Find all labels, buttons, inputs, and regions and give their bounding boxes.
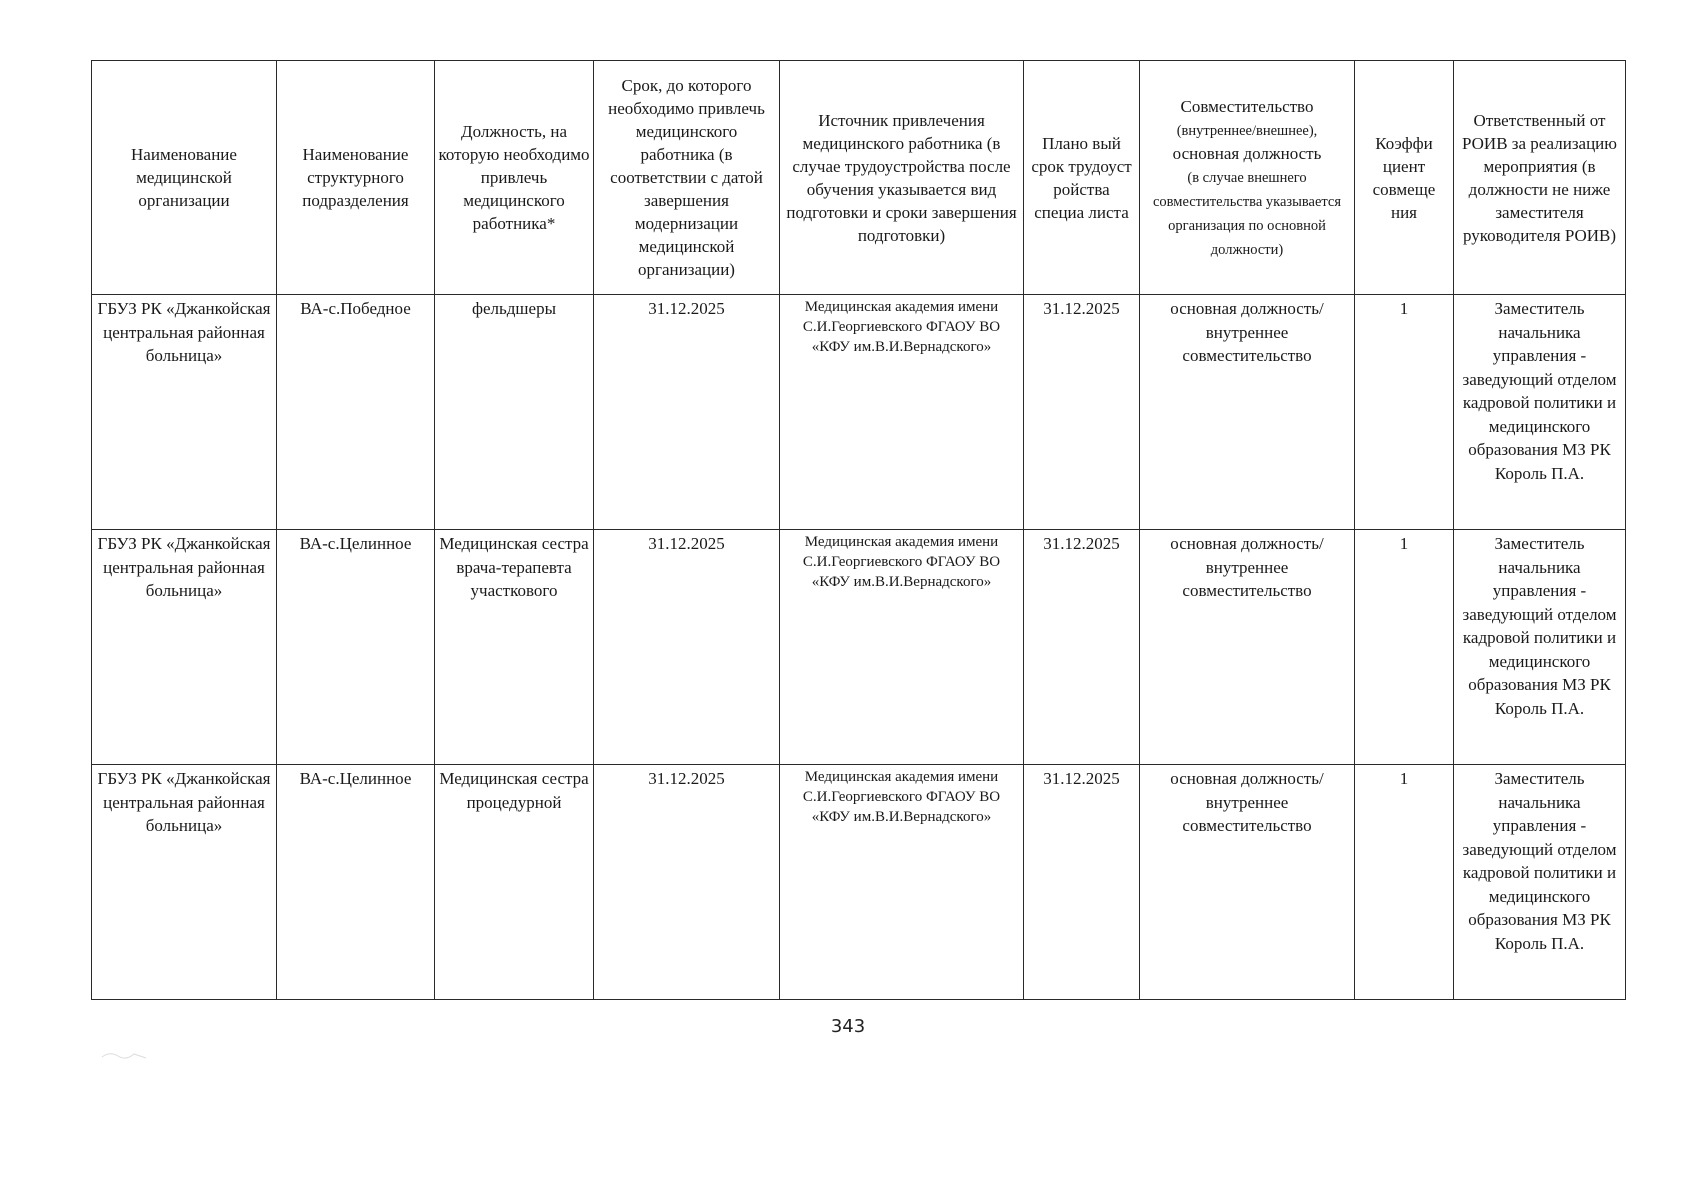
- header-responsible: Ответственный от РОИВ за реализацию мероприятия (в должности не ниже заместителя руководителя РОИВ): [1454, 61, 1626, 295]
- cell-source: Медицинская академия имени С.И.Георгиевского ФГАОУ ВО «КФУ им.В.И.Вернадского»: [780, 530, 1024, 765]
- cell-deadline: 31.12.2025: [594, 765, 780, 1000]
- cell-coefficient: 1: [1355, 530, 1454, 765]
- table-row: [92, 530, 1626, 765]
- cell-position: Медицинская сестра процедурной: [435, 765, 594, 1000]
- cell-combination: основная должность/ внутреннее совместительство: [1140, 530, 1355, 765]
- cell-coefficient: 1: [1355, 765, 1454, 1000]
- header-unit: Наименование структурного подразделения: [277, 61, 435, 295]
- cell-planned-date: 31.12.2025: [1024, 530, 1140, 765]
- header-combination-note-2: (в случае внешнего совместительства указывается организация по основной должности): [1152, 169, 1342, 258]
- cell-source: Медицинская академия имени С.И.Георгиевского ФГАОУ ВО «КФУ им.В.И.Вернадского»: [780, 295, 1024, 530]
- header-row: [92, 61, 1626, 295]
- page-number: 343: [830, 1016, 866, 1037]
- header-deadline: Срок, до которого необходимо привлечь медицинского работника (в соответствии с датой завершения модернизации медицинской организации): [594, 61, 780, 295]
- cell-organization: ГБУЗ РК «Джанкойская центральная районная больница»: [92, 530, 277, 765]
- cell-unit: ВА-с.Целинное: [277, 530, 435, 765]
- scan-smudge: [100, 1048, 148, 1062]
- header-organization: Наименование медицинской организации: [92, 61, 277, 295]
- cell-combination: основная должность/ внутреннее совместительство: [1140, 765, 1355, 1000]
- table-row: [92, 295, 1626, 530]
- cell-planned-date: 31.12.2025: [1024, 295, 1140, 530]
- cell-organization: ГБУЗ РК «Джанкойская центральная районная больница»: [92, 295, 277, 530]
- cell-unit: ВА-с.Целинное: [277, 765, 435, 1000]
- header-combination-note-1: (внутреннее/внешнее),: [1176, 122, 1318, 139]
- cell-coefficient: 1: [1355, 295, 1454, 530]
- cell-position: фельдшеры: [435, 295, 594, 530]
- cell-responsible: Заместитель начальника управления - заведующий отделом кадровой политики и медицинского образования МЗ РК Король П.А.: [1454, 765, 1626, 1000]
- cell-responsible: Заместитель начальника управления - заведующий отделом кадровой политики и медицинского образования МЗ РК Король П.А.: [1454, 295, 1626, 530]
- header-combination-title: Совместительство: [1180, 96, 1314, 116]
- cell-position: Медицинская сестра врача-терапевта участкового: [435, 530, 594, 765]
- cell-unit: ВА-с.Победное: [277, 295, 435, 530]
- header-position: Должность, на которую необходимо привлечь медицинского работника*: [435, 61, 594, 295]
- cell-responsible: Заместитель начальника управления - заведующий отделом кадровой политики и медицинского образования МЗ РК Король П.А.: [1454, 530, 1626, 765]
- header-source: Источник привлечения медицинского работника (в случае трудоустройства после обучения указывается вид подготовки и сроки завершения подготовки): [780, 61, 1024, 295]
- staffing-table: [91, 60, 1626, 1000]
- header-combination-main: основная должность: [1172, 143, 1322, 163]
- cell-planned-date: 31.12.2025: [1024, 765, 1140, 1000]
- cell-combination: основная должность/ внутреннее совместительство: [1140, 295, 1355, 530]
- cell-deadline: 31.12.2025: [594, 530, 780, 765]
- cell-source: Медицинская академия имени С.И.Георгиевского ФГАОУ ВО «КФУ им.В.И.Вернадского»: [780, 765, 1024, 1000]
- header-planned-date: Плано вый срок трудоуст ройства специа листа: [1024, 61, 1140, 295]
- cell-deadline: 31.12.2025: [594, 295, 780, 530]
- header-coefficient: Коэффи циент совмеще ния: [1355, 61, 1454, 295]
- table-row: [92, 765, 1626, 1000]
- header-combination: [1140, 61, 1355, 295]
- cell-organization: ГБУЗ РК «Джанкойская центральная районная больница»: [92, 765, 277, 1000]
